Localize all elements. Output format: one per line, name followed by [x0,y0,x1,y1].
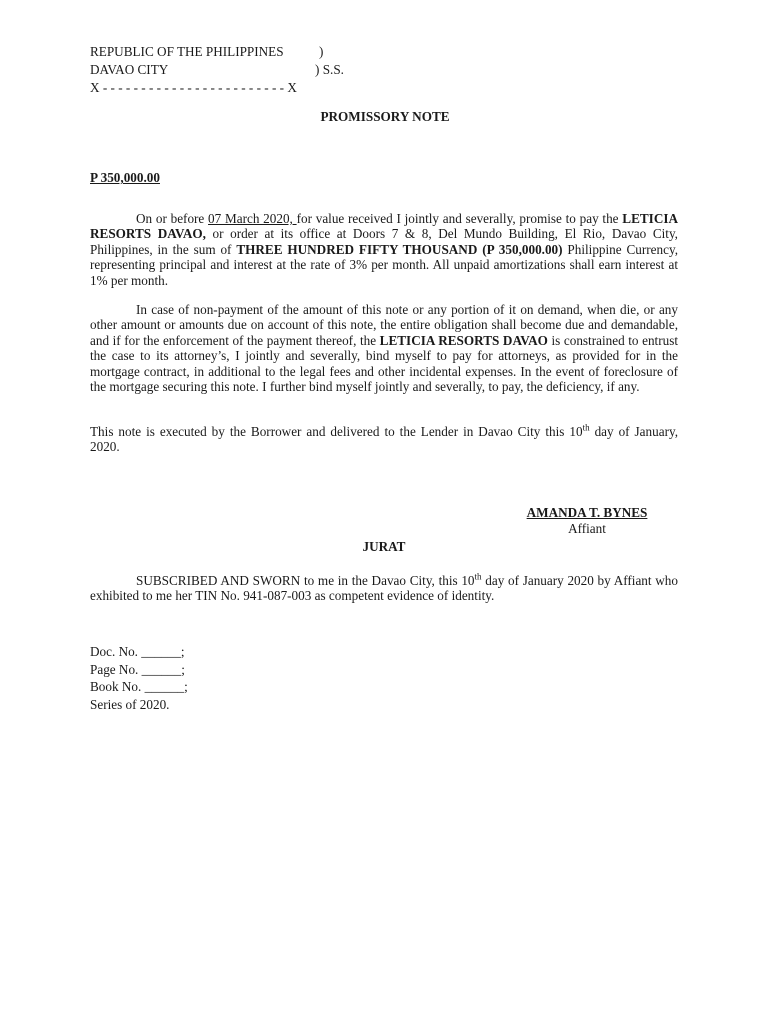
para1-text-d: Philippine Currency, representing principal and interest at the rate of 3% per month. All unpaid amortizations shall earn interest at 1% per month. [90,241,679,288]
amount-heading: P 350,000.00 [90,170,160,185]
jurat-text-b: day of January 2020 by Affiant who exhibited to me her TIN No. 941-087-003 as competent evidence of identity. [90,573,678,604]
para2-text-b: is constrained to entrust the case to its attorney’s, I jointly and severally, bind myself to pay for attorneys, as provided for in the mortgage contract, in additional to the legal fees and other incidental expenses. In the event of foreclosure of the mortgage securing this note. I further bind myself jointly and severally, to pay, the deficiency, if any. [90,332,678,395]
paragraph-default [90,302,678,394]
caption-city: DAVAO CITY [90,62,169,77]
paragraph-jurat [90,573,678,604]
caption-ss: ) S.S. [315,62,344,77]
paragraph-execution [90,424,678,455]
para3-ordinal: th [582,422,590,433]
para3-text-a: This note is executed by the Borrower and delivered to the Lender in Davao City this 10 [90,424,583,439]
para1-text-c: or order at its office at Doors 7 & 8, Del Mundo Building, El Rio, Davao City, Philippines, in the sum of [90,226,678,257]
jurat-ordinal: th [474,571,482,582]
venue-caption [90,43,344,97]
para2-text-a: In case of non-payment of the amount of this note or any portion of it on demand, when die, or any other amount or amounts due on account of this note, the entire obligation shall become due and demandable, and if for the enforcement of the payment thereof, the [90,302,678,348]
affiant-label: Affiant [568,521,606,536]
document-title [0,109,768,125]
caption-republic: REPUBLIC OF THE PHILIPPINES [90,44,284,59]
lender-name-2: LETICIA RESORTS DAVAO [379,332,548,348]
book-number: Book No. ______; [90,679,188,694]
page-number: Page No. ______; [90,661,185,677]
signature-block [517,505,657,537]
doc-number: Doc. No. ______; [90,644,185,659]
sum-in-words: THREE HUNDRED FIFTY THOUSAND (P 350,000.00) [236,241,563,257]
jurat-title-text: JURAT [362,539,406,554]
due-date: 07 March 2020, [208,211,297,226]
caption-line-city [90,61,344,79]
affiant-name: AMANDA T. BYNES [526,505,648,520]
document-title-text: PROMISSORY NOTE [320,109,450,124]
caption-line-x [90,79,297,97]
caption-line-republic [90,43,324,61]
series: Series of 2020. [90,696,170,712]
para3-text-b: day of January, 2020. [90,424,678,455]
paragraph-promise [90,211,678,288]
jurat-title [0,539,768,555]
caption-paren: ) [319,44,324,59]
para1-text-b: for value received I jointly and severally, promise to pay the [296,211,623,226]
para1-text-a: On or before [136,211,209,226]
lender-name: LETICIA RESORTS DAVAO, [90,211,678,242]
caption-x-divider: X - - - - - - - - - - - - - - - - - - - - - - - - X [90,80,297,95]
jurat-text-a: SUBSCRIBED AND SWORN to me in the Davao City, this 10 [136,573,475,588]
notarial-register [90,643,188,713]
